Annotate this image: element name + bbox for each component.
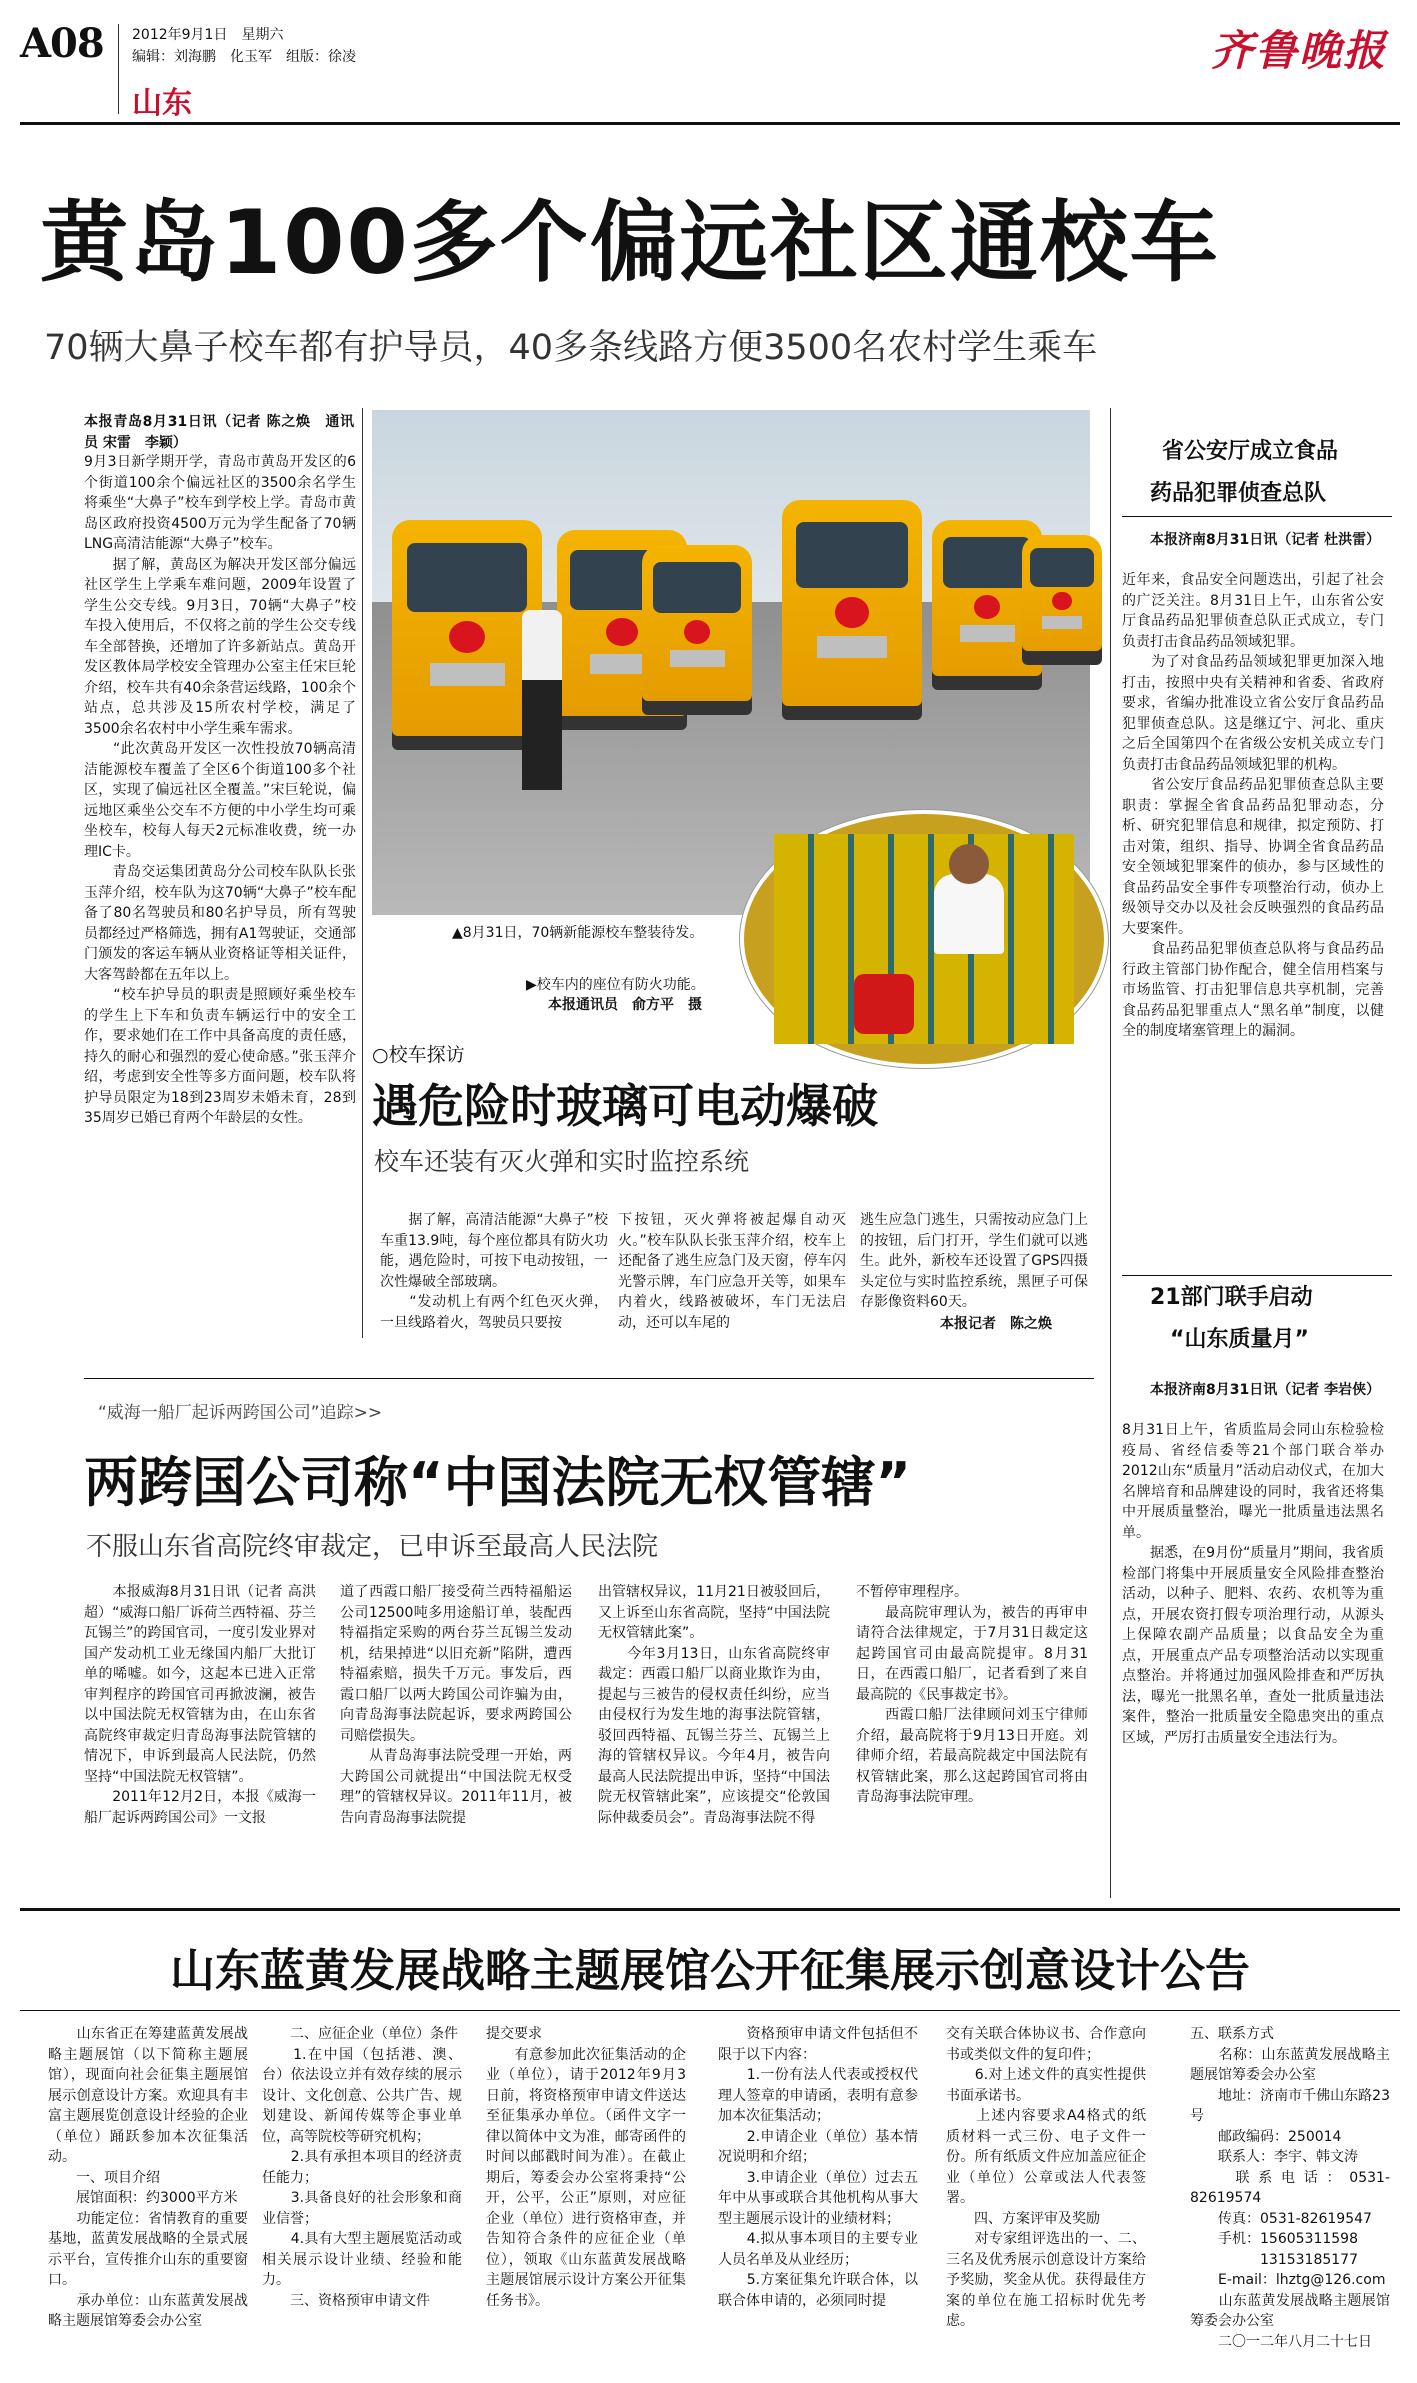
story2-col-2: 道了西霞口船厂接受荷兰西特福船运公司12500吨多用途船订单，装配西特福指定采购的两台芬兰瓦锡兰发动机，结果掉进“以旧充新”陷阱，遭西特福索赔，损失千万元。事发后，西霞口船厂以两大跨国公司诈骗为由，向青岛海事法院起诉，要求两跨国公司赔偿损失。 从青岛海事法院受理一开始，两大跨国公司就提出“中国法院无权受理”的管辖权异议。2011年11月，被告向青岛海事法院提 xyxy=(340,1584,572,1826)
sub-signoff: 本报记者 陈之焕 xyxy=(940,1316,1052,1332)
sidebar2-headline-2: “山东质量月” xyxy=(1170,1327,1309,1352)
section-title: 山东 xyxy=(132,86,192,121)
sub-col-1: 据了解，高清洁能源“大鼻子”校车重13.9吨，每个座位都具有防火功能，遇危险时，可按下电动按钮，一次性爆破全部玻璃。 “发动机上有两个红色灭火弹，一旦线路着火，驾驶员只要按 xyxy=(380,1212,608,1331)
notice-headline: 山东蓝黄发展战略主题展馆公开征集展示创意设计公告 xyxy=(169,1944,1250,1997)
sub-subhead: 校车还装有灭火弹和实时监控系统 xyxy=(374,1147,750,1176)
notice-col-2: 二、应征企业（单位）条件 1.在中国（包括港、澳、台）依法设立并有效存续的展示设计、文化创意、公共广告、规划建设、新闻传媒等企事业单位，高等院校等研究机构； 2.具有承担本项目的经济责任能力； 3.具备良好的社会形象和商业信誉； 4.具有大型主题展览活动或相关展示设计业绩、经验和能力。 三、资格预审申请文件 xyxy=(262,2026,462,2309)
story1-body: 9月3日新学期开学，青岛市黄岛开发区的6个街道100余个偏远社区的3500余名学生将乘坐“大鼻子”校车到学校上学。青岛市黄岛区政府投资4500万元为学生配备了70辆LNG高清洁能源“大鼻子”校车。 据了解，黄岛区为解决开发区部分偏远社区学生上学乘车难问题，2009年设置了学生公交专线。9月3日，70辆“大鼻子”校车投入使用后，不仅将之前的学生公交专线车全部替换，还增加了许多新站点。黄岛开发区教体局学校安全管理办公室主任宋巨轮介绍，校车共有40余条营运线路，100余个站点，总共涉及15所农村学校，满足了3500余名农村中小学生乘车需求。 “此次黄岛开发区一次性投放70辆高清洁能源校车覆盖了全区6个街道100多个社区，实现了偏远社区全覆盖。”宋巨轮说，偏远地区乘坐公交车不方便的中小学生均可乘坐校车，校每人每天2元标准收费，统一办理IC卡。 青岛交运集团黄岛分公司校车队队长张玉萍介绍，校车队为这70辆“大鼻子”校车配备了80名驾驶员和80名护导员，所有驾驶员都经过严格筛选，拥有A1驾驶证，交通部门颁发的客运车辆从业资格证等相关证件，大客驾龄都在五年以上。 “校车护导员的职责是照顾好乘坐校车的学生上下车和负责车辆运行中的安全工作，要求她们在工作中具备高度的责任感，持久的耐心和强烈的爱心使命感。”张玉萍介绍，考虑到安全性等多方面问题，校车队将护导员限定为18到23周岁未婚未育，28到35周岁已婚已育两个年龄层的女性。 xyxy=(84,454,356,1126)
sub-tag-label: 校车探访 xyxy=(388,1044,465,1066)
sub-col-2: 下按钮，灭火弹将被起爆自动灭火。”校车队队长张玉萍介绍，校车上还配备了逃生应急门及天窗，停车闪光警示牌，车门应急开关等，如果车内着火，线路被破坏，车门无法启动，还可以车尾的 xyxy=(618,1212,846,1331)
notice-col-1: 山东省正在筹建蓝黄发展战略主题展馆（以下简称主题展馆），现面向社会征集主题展馆展示创意设计方案。欢迎具有丰富主题展览创意设计经验的企业（单位）踊跃参加本次征集活动。 一、项目介绍 展馆面积：约3000平方米 功能定位：省情教育的重要基地，蓝黄发展战略的全景式展示平台，宣传推介山东的重要窗口。 承办单位：山东蓝黄发展战略主题展馆筹委会办公室 xyxy=(48,2026,248,2329)
sidebar2-headline-1: 21部门联手启动 xyxy=(1150,1285,1313,1310)
notice-col-6: 五、联系方式 名称：山东蓝黄发展战略主题展馆筹委会办公室 地址：济南市千佛山东路23号 邮政编码：250014 联系人：李宇、韩文涛 联系电话：0531-82619574 传真：0531-82619547 手机：15605311598 13153185177 E-mail：lhztg@126.com 山东蓝黄发展战略主题展馆筹委会办公室 二〇一二年八月二十七日 xyxy=(1190,2026,1390,2350)
circle-icon: ○ xyxy=(372,1044,389,1066)
story2-col-4: 不暂停审理程序。 最高院审理认为，被告的再审申请符合法律规定，于7月31日裁定这起跨国官司由最高院提审。8月31日，在西霞口船厂，记者看到了来自最高院的《民事裁定书》。 西霞口船厂法律顾问刘玉宁律师介绍，最高院将于9月13日开庭。刘律师介绍，若最高院裁定中国法院有权管辖此案，那么这起跨国官司将由青岛海事法院审理。 xyxy=(856,1584,1088,1805)
sidebar1-byline: 本报济南8月31日讯（记者 杜洪雷） xyxy=(1150,532,1381,548)
sidebar2-byline: 本报济南8月31日讯（记者 李岩侠） xyxy=(1150,1382,1381,1398)
masthead-logo: 齐鲁晚报 xyxy=(1210,26,1387,75)
sidebar1-body: 近年来，食品安全问题迭出，引起了社会的广泛关注。8月31日上午，山东省公安厅食品药品犯罪侦查总队正式成立，专门负责打击食品药品领域犯罪。 为了对食品药品领域犯罪更加深入地打击，按照中央有关精神和省委、省政府要求，省编办批准设立省公安厅食品药品犯罪侦查总队。这是继辽宁、河北、重庆之后全国第四个在省级公安机关成立专门负责打击食品药品领域犯罪的机构。 省公安厅食品药品犯罪侦查总队主要职责：掌握全省食品药品犯罪动态，分析、研究犯罪信息和规律，拟定预防、打击对策，组织、指导、协调全省食品药品安全领域犯罪案件的侦办，参与区域性的食品药品安全事件专项整治行动，侦办上级领导交办以及社会反映强烈的食品药品大要案件。 食品药品犯罪侦查总队将与食品药品行政主管部门协作配合，健全信用档案与市场监管、打击犯罪信息共享机制，完善食品药品犯罪重点人“黑名单”制度，以健全的制度堵塞管理上的漏洞。 xyxy=(1122,572,1384,1039)
page-editors: 编辑：刘海鹏 化玉军 组版：徐凌 xyxy=(132,49,356,65)
notice-col-4: 资格预审申请文件包括但不限于以下内容： 1.一份有法人代表或授权代理人签章的申请函，表明有意参加本次征集活动； 2.申请企业（单位）基本情况说明和介绍； 3.申请企业（单位）过去五年中从事或联合其他机构从事大型主题展示设计的业绩材料； 4.拟从事本项目的主要专业人员名单及从业经历； 5.方案征集允许联合体，以联合体申请的，必须同时提 xyxy=(718,2026,918,2309)
story2-kicker: “威海一船厂起诉两跨国公司”追踪>> xyxy=(98,1403,383,1423)
sub-headline: 遇危险时玻璃可电动爆破 xyxy=(372,1079,878,1133)
story2-col-1: 本报威海8月31日讯（记者 高洪超）“威海口船厂诉荷兰西特福、芬兰瓦锡兰”的跨国官司，一度引发业界对国产发动机工业无缘国内船厂大批订单的唏嘘。如今，这起本已进入正常审判程序的跨国官司再掀波澜，被告以中国法院无权管辖为由，在山东省高院终审裁定归青岛海事法院管辖的情况下，申诉到最高人民法院，仍然坚持“中国法院无权管辖”。 2011年12月2日，本报《威海一船厂起诉两跨国公司》一文报 xyxy=(84,1584,316,1826)
photo-credit: 本报通讯员 俞方平 摄 xyxy=(548,997,702,1013)
photo-caption-1: ▲8月31日，70辆新能源校车整装待发。 xyxy=(452,925,704,941)
notice-col-3: 提交要求 有意参加此次征集活动的企业（单位），请于2012年9月3日前，将资格预审申请文件送达至征集承办单位。（函件文字一律以简体中文为准，邮寄函件的时间以邮戳时间为准）。在截止期后，筹委会办公室将秉持“公开，公平，公正”原则，对应征企业（单位）进行资格审查，并告知符合条件的应征企业（单位），领取《山东蓝黄发展战略主题展馆展示设计方案公开征集任务书》。 xyxy=(486,2026,686,2309)
notice-col-5: 交有关联合体协议书、合作意向书或类似文件的复印件； 6.对上述文件的真实性提供书面承诺书。 上述内容要求A4格式的纸质材料一式三份、电子文件一份。所有纸质文件应加盖应征企业（单位）公章或法人代表签署。 四、方案评审及奖励 对专家组评选出的一、二、三名及优秀展示创意设计方案给予奖励，奖金从优。获得最佳方案的单位在施工招标时优先考虑。 xyxy=(946,2026,1146,2329)
story2-headline: 两跨国公司称“中国法院无权管辖” xyxy=(84,1451,911,1514)
story2-col-3: 出管辖权异议，11月21日被驳回后，又上诉至山东省高院，坚持“中国法院无权管辖此案”。 今年3月13日，山东省高院终审裁定：西霞口船厂以商业欺诈为由，提起与三被告的侵权责任纠纷，应当由侵权行为发生地的海事法院管辖，驳回西特福、瓦锡兰芬兰、瓦锡兰上海的管辖权异议。今年4月，被告向最高人民法院提出申诉，坚持“中国法院无权管辖此案”，应该提交“伦敦国际仲裁委员会”。青岛海事法院不得 xyxy=(598,1584,830,1826)
sidebar1-headline-1: 省公安厅成立食品 xyxy=(1162,439,1339,464)
page-date: 2012年9月1日 星期六 xyxy=(132,27,284,43)
seat-photo xyxy=(740,810,1108,1068)
sub-tag xyxy=(372,1040,465,1067)
sub-col-3: 逃生应急门逃生，只需按动应急门上的按钮，后门打开，学生们就可以逃生。此外，新校车还设置了GPS四摄头定位与实时监控系统，黑匣子可保存影像资料60天。 xyxy=(860,1212,1088,1310)
story1-subhead: 70辆大鼻子校车都有护导员，40多条线路方便3500名农村学生乘车 xyxy=(44,328,1098,368)
story2-subhead: 不服山东省高院终审裁定，已申诉至最高人民法院 xyxy=(86,1532,659,1562)
story1-byline: 本报青岛8月31日讯（记者 陈之焕 通讯员 宋雷 李颖） xyxy=(84,414,354,451)
photo-caption-2: ▶校车内的座位有防火功能。 xyxy=(526,977,705,993)
page-number: A08 xyxy=(20,20,104,67)
sidebar2-body: 8月31日上午，省质监局会同山东检验检疫局、省经信委等21个部门联合举办2012山东“质量月”活动启动仪式，在加大名牌培育和品牌建设的同时，我省还将集中开展质量整治，曝光一批质量违法黑名单。 据悉，在9月份“质量月”期间，我省质检部门将集中开展质量安全风险排查整治活动，以种子、肥料、农药、农机等为重点，开展农资打假专项治理行动，从源头上保障农副产品质量；以食品安全为重点，开展重点产品专项整治活动以实现重点整治。并将通过加强风险排查和严厉执法，曝光一批黑名单，查处一批质量违法案件，整治一批质量安全隐患突出的重点区域，严厉打击质量安全违法行为。 xyxy=(1122,1422,1384,1746)
sidebar1-headline-2: 药品犯罪侦查总队 xyxy=(1150,481,1327,506)
story1-headline: 黄岛100多个偏远社区通校车 xyxy=(40,191,1220,294)
